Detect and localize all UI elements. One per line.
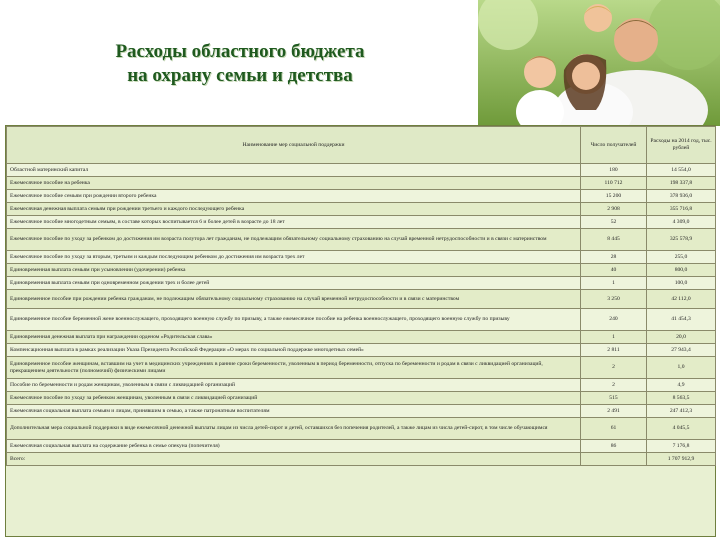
table-row	[7, 264, 716, 277]
cell-measure-name: Пособие по беременности и родам женщинам, уволенным в связи с ликвидацией организаций	[7, 379, 581, 392]
cell-recipients-count: 52	[581, 216, 647, 229]
cell-recipients-count: 2 908	[581, 203, 647, 216]
cell-measure-name: Ежемесячная денежная выплата семьям при рождении третьего и каждого последующего ребенка	[7, 203, 581, 216]
cell-recipients-count: 2 811	[581, 344, 647, 357]
total-expense: 1 707 912,9	[647, 453, 716, 466]
cell-expense: 8 563,5	[647, 392, 716, 405]
table-row	[7, 309, 716, 331]
table-row	[7, 344, 716, 357]
cell-recipients-count: 515	[581, 392, 647, 405]
family-photo	[478, 0, 720, 126]
total-count-empty	[581, 453, 647, 466]
table-row	[7, 290, 716, 309]
cell-expense: 20,0	[647, 331, 716, 344]
table-row	[7, 203, 716, 216]
cell-recipients-count: 180	[581, 164, 647, 177]
cell-recipients-count: 110 712	[581, 177, 647, 190]
cell-expense: 198 337,8	[647, 177, 716, 190]
cell-measure-name: Ежемесячная социальная выплата семьям и лицам, принявшим в семью, а также патронатным воспитателям	[7, 405, 581, 418]
cell-expense: 4,9	[647, 379, 716, 392]
cell-measure-name: Единовременное пособие при рождении ребенка гражданам, не подлежащим обязательному социальному страхованию на случай временной нетрудоспособности и в связи с материнством	[7, 290, 581, 309]
cell-recipients-count: 2 491	[581, 405, 647, 418]
cell-recipients-count: 2	[581, 379, 647, 392]
cell-expense: 325 578,9	[647, 229, 716, 251]
cell-measure-name: Ежемесячное пособие по уходу за ребенком до достижения им возраста полутора лет гражданам, не подлежащим обязательному социальному страхованию на случай временной нетрудоспособности и в связи с материнством	[7, 229, 581, 251]
cell-expense: 355 716,8	[647, 203, 716, 216]
cell-measure-name: Единовременное пособие женщинам, вставшим на учет в медицинских учреждениях в ранние сроки беременности, уволенным в период беременности, отпуска по беременности и родам в связи с ликвидацией организаций, прекращением деятельности (полномочий) физическими лицами	[7, 357, 581, 379]
cell-recipients-count: 2	[581, 357, 647, 379]
cell-expense: 1,0	[647, 357, 716, 379]
cell-measure-name: Единовременное пособие беременной жене военнослужащего, проходящего военную службу по призыву, а также ежемесячное пособие на ребенка военнослужащего, проходящего военную службу по призыву	[7, 309, 581, 331]
cell-expense: 4 045,5	[647, 418, 716, 440]
table-row	[7, 277, 716, 290]
table-row	[7, 418, 716, 440]
cell-expense: 800,0	[647, 264, 716, 277]
table-row	[7, 392, 716, 405]
cell-measure-name: Ежемесячная социальная выплата на содержание ребенка в семье опекуна (попечителя)	[7, 440, 581, 453]
cell-expense: 4 309,0	[647, 216, 716, 229]
social-support-table	[5, 125, 716, 537]
title-line-2: на охрану семьи и детства	[127, 65, 353, 86]
table-row	[7, 251, 716, 264]
table-row	[7, 216, 716, 229]
cell-expense: 255,0	[647, 251, 716, 264]
page-title	[40, 40, 440, 88]
cell-expense: 41 454,3	[647, 309, 716, 331]
cell-measure-name: Ежемесячное пособие семьям при рождении второго ребенка	[7, 190, 581, 203]
table-row	[7, 405, 716, 418]
cell-expense: 100,0	[647, 277, 716, 290]
cell-measure-name: Ежемесячное пособие по уходу за ребенком женщинам, уволенным в связи с ликвидацией организаций	[7, 392, 581, 405]
cell-recipients-count: 1	[581, 277, 647, 290]
cell-recipients-count: 61	[581, 418, 647, 440]
cell-measure-name: Ежемесячное пособие по уходу за вторым, третьим и каждым последующим ребенком до достижения им возраста трех лет	[7, 251, 581, 264]
cell-recipients-count: 240	[581, 309, 647, 331]
cell-expense: 247 412,3	[647, 405, 716, 418]
table-row	[7, 190, 716, 203]
cell-recipients-count: 8 445	[581, 229, 647, 251]
header-measure-name: Наименование мер социальной поддержки	[7, 127, 581, 164]
cell-recipients-count: 15 200	[581, 190, 647, 203]
cell-expense: 27 943,4	[647, 344, 716, 357]
table-row	[7, 229, 716, 251]
title-line-1: Расходы областного бюджета	[115, 41, 365, 62]
cell-expense: 14 554,0	[647, 164, 716, 177]
table-row	[7, 177, 716, 190]
cell-expense: 42 112,0	[647, 290, 716, 309]
cell-measure-name: Областной материнский капитал	[7, 164, 581, 177]
table-row	[7, 331, 716, 344]
cell-recipients-count: 3 250	[581, 290, 647, 309]
cell-measure-name: Компенсационная выплата в рамках реализации Указа Президента Российской Федерации «О мерах по социальной поддержке многодетных семей»	[7, 344, 581, 357]
table-row	[7, 357, 716, 379]
cell-measure-name: Единовременная денежная выплата при награждении орденом «Родительская слава»	[7, 331, 581, 344]
table-row	[7, 164, 716, 177]
cell-measure-name: Единовременная выплата семьям при одновременном рождении трех и более детей	[7, 277, 581, 290]
table-row	[7, 379, 716, 392]
table-row	[7, 440, 716, 453]
cell-measure-name: Единовременная выплата семьям при усыновлении (удочерении) ребенка	[7, 264, 581, 277]
cell-expense: 7 176,8	[647, 440, 716, 453]
cell-recipients-count: 28	[581, 251, 647, 264]
cell-expense: 378 936,0	[647, 190, 716, 203]
cell-measure-name: Дополнительная мера социальной поддержки в виде ежемесячной денежной выплаты лицам из числа детей-сирот и детей, оставшихся без попечения родителей, а также лицам из числа детей-сирот, в том числе обучающимся	[7, 418, 581, 440]
cell-measure-name: Ежемесячное пособие многодетным семьям, в составе которых воспитывается 6 и более детей в возрасте до 18 лет	[7, 216, 581, 229]
header-recipients-count: Число получателей	[581, 127, 647, 164]
header-expenses: Расходы на 2014 год, тыс. рублей	[647, 127, 716, 164]
cell-recipients-count: 40	[581, 264, 647, 277]
total-label: Всего:	[7, 453, 581, 466]
table-total-row	[7, 453, 716, 466]
table-header-row	[7, 127, 716, 164]
cell-recipients-count: 1	[581, 331, 647, 344]
cell-measure-name: Ежемесячное пособие на ребенка	[7, 177, 581, 190]
cell-recipients-count: 86	[581, 440, 647, 453]
